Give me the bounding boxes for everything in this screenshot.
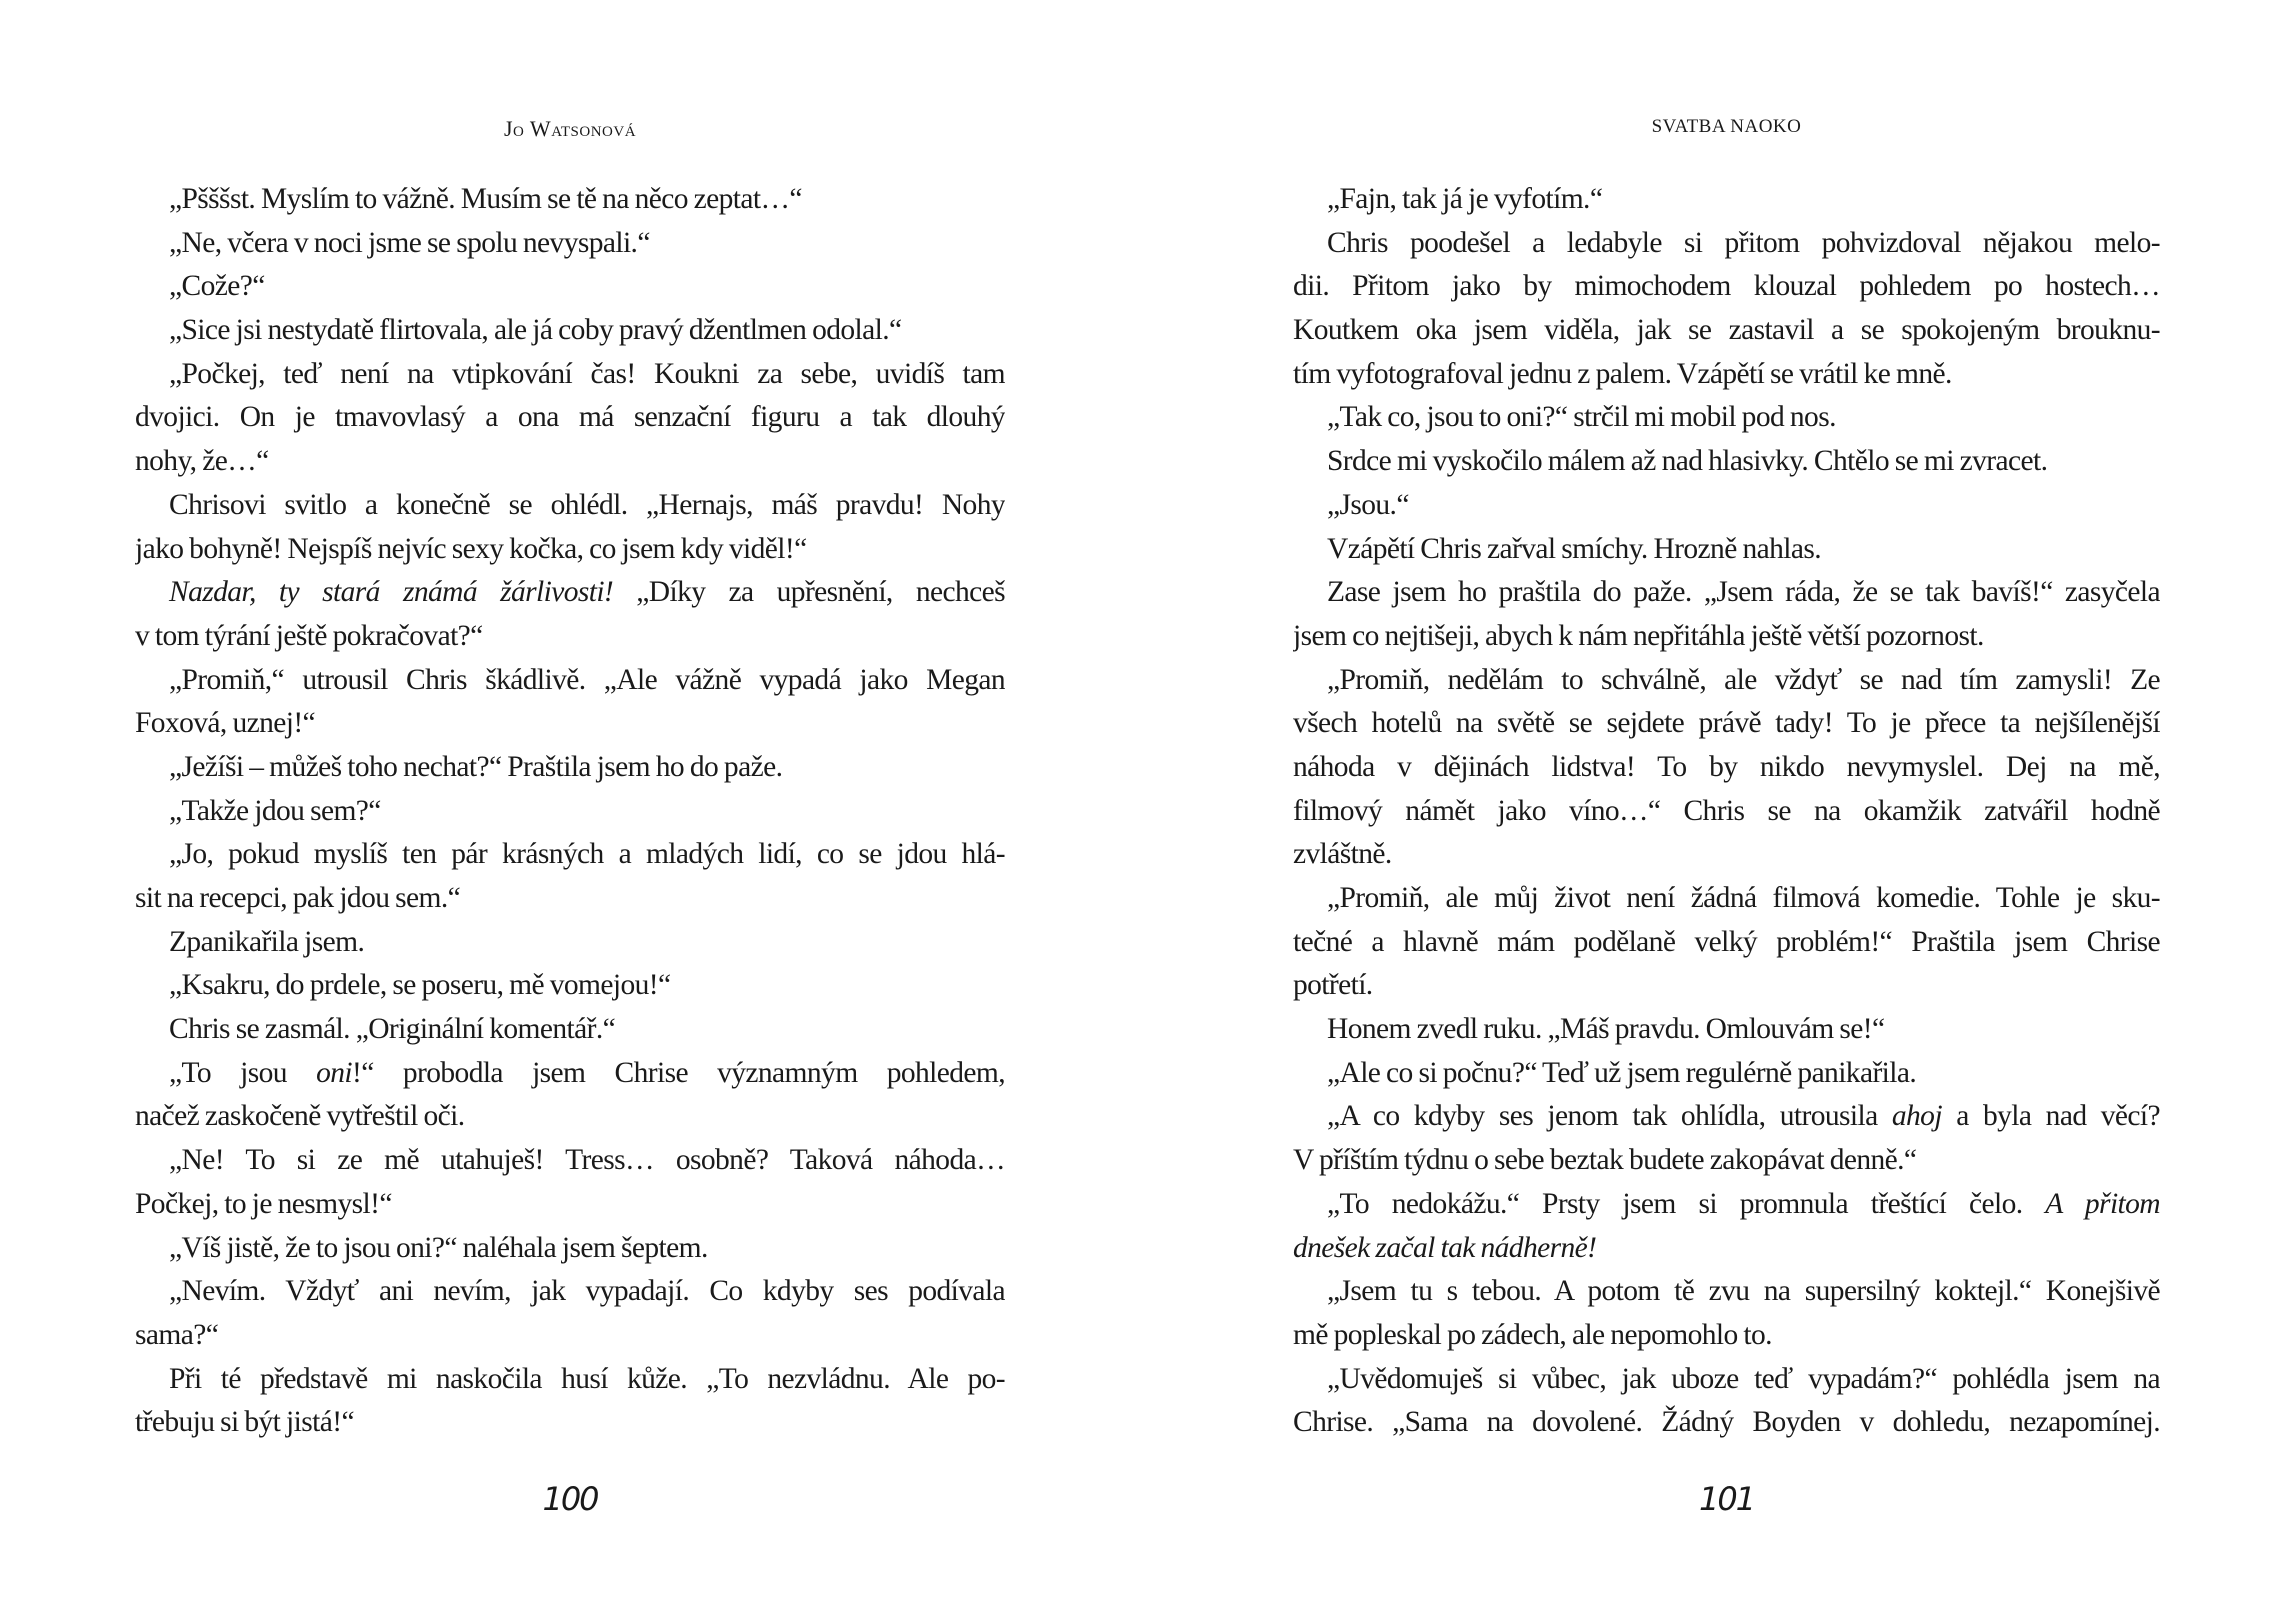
text-line: [135, 1270, 1005, 1314]
text-segment: „A co kdyby ses jenom tak ohlídla, utrousila: [1327, 1100, 1892, 1133]
running-head-title: SVATBA NAOKO: [1651, 116, 1802, 137]
text-line: [135, 1227, 1005, 1271]
text-segment: Foxová, uznej!“: [135, 707, 316, 740]
text-segment: Chrise. „Sama na dovolené. Žádný Boyden v dohledu, nezapomínej.: [1293, 1406, 2160, 1439]
text-line: [135, 396, 1005, 440]
text-segment: Chris poodešel a ledabyle si přitom pohvizdoval nějakou melo-: [1327, 226, 2160, 259]
text-segment: jako bohyně! Nejspíš nejvíc sexy kočka, co jsem kdy viděl!“: [135, 532, 807, 565]
text-segment: „Uvědomuješ si vůbec, jak uboze teď vypadám?“ pohlédla jsem na: [1327, 1362, 2160, 1395]
text-segment: V příštím týdnu o sebe beztak budete zakopávat denně.“: [1293, 1144, 1917, 1177]
text-line: [1293, 1008, 2160, 1052]
italic-text: A přitom: [2045, 1187, 2160, 1220]
text-segment: Při té představě mi naskočila husí kůže. „To nezvládnu. Ale po-: [169, 1362, 1005, 1395]
text-segment: „Ježíši – můžeš toho nechat?“ Praštila jsem ho do paže.: [169, 750, 783, 783]
italic-text: oni: [316, 1056, 352, 1089]
body-text: [135, 178, 1005, 1445]
text-line: [135, 833, 1005, 877]
text-line: [1293, 528, 2160, 572]
text-line: [1293, 702, 2160, 746]
text-line: [1293, 1270, 2160, 1314]
text-segment: sit na recepci, pak jdou sem.“: [135, 882, 461, 914]
text-line: [135, 790, 1005, 834]
text-segment: „Ksakru, do prdele, se poseru, mě vomejou!“: [169, 969, 671, 1002]
text-segment: „Cože?“: [169, 270, 265, 303]
text-segment: potřetí.: [1293, 969, 1373, 1002]
text-line: [1293, 353, 2160, 397]
text-line: [1293, 1314, 2160, 1358]
italic-text: Nazdar, ty stará známá žárlivosti!: [169, 576, 614, 609]
text-segment: „Sice jsi nestydatě flirtovala, ale já coby pravý džentlmen odolal.“: [169, 314, 902, 347]
text-line: [1293, 746, 2160, 790]
text-segment: „Ale co si počnu?“ Teď už jsem regulérně panikařila.: [1327, 1056, 1917, 1089]
text-line: [135, 702, 1005, 746]
page-number: 100: [542, 1480, 598, 1518]
text-segment: Honem zvedl ruku. „Máš pravdu. Omlouvám se!“: [1327, 1013, 1885, 1046]
text-line: [135, 964, 1005, 1008]
text-segment: „Ne! To si ze mě utahuješ! Tress… osobně? Taková náhoda…: [169, 1144, 1005, 1177]
text-line: [1293, 877, 2160, 921]
text-segment: „Jsem tu s tebou. A potom tě zvu na supersilný koktejl.“ Konejšivě: [1327, 1275, 2160, 1308]
text-segment: „Díky za upřesnění, nechceš: [613, 576, 1005, 609]
text-segment: náhoda v dějinách lidstva! To by nikdo nevymyslel. Dej na mě,: [1293, 750, 2160, 783]
text-line: [135, 222, 1005, 266]
text-segment: Vzápětí Chris zařval smíchy. Hrozně nahlas.: [1327, 532, 1822, 565]
text-segment: nohy, že…“: [135, 445, 269, 478]
text-line: [135, 440, 1005, 484]
text-line: [135, 746, 1005, 790]
text-segment: Zpanikařila jsem.: [169, 925, 365, 958]
text-segment: načež zaskočeně vytřeštil oči.: [135, 1100, 465, 1133]
text-segment: Zase jsem ho praštila do paže. „Jsem ráda, že se tak bavíš!“ zasyčela: [1327, 576, 2160, 609]
text-line: [135, 877, 1005, 921]
text-segment: „Tak co, jsou to oni?“ strčil mi mobil pod nos.: [1327, 401, 1836, 434]
text-line: [135, 1183, 1005, 1227]
text-line: [1293, 440, 2160, 484]
text-segment: „Takže jdou sem?“: [169, 794, 381, 827]
text-segment: třebuju si být jistá!“: [135, 1406, 354, 1439]
text-line: [135, 1052, 1005, 1096]
text-segment: „Promiň,“ utrousil Chris škádlivě. „Ale vážně vypadá jako Megan: [169, 663, 1005, 696]
text-segment: a byla nad věcí?: [1941, 1100, 2160, 1133]
text-line: [135, 309, 1005, 353]
text-line: [1293, 1052, 2160, 1096]
text-line: [1293, 1401, 2160, 1445]
text-segment: „Jo, pokud myslíš ten pár krásných a mladých lidí, co se jdou hlá-: [169, 838, 1005, 871]
text-line: [1293, 1227, 2160, 1271]
text-segment: dvojici. On je tmavovlasý a ona má senzační figuru a tak dlouhý: [135, 401, 1005, 434]
text-segment: tím vyfotografoval jednu z palem. Vzápětí se vrátil ke mně.: [1293, 357, 1952, 390]
page-number: 101: [1698, 1480, 1755, 1518]
text-segment: „Ne, včera v noci jsme se spolu nevyspali.“: [169, 226, 650, 259]
text-line: [1293, 615, 2160, 659]
text-segment: „To nedokážu.“ Prsty jsem si promnula třeštící čelo.: [1327, 1187, 2046, 1220]
text-segment: „Pšššst. Myslím to vážně. Musím se tě na něco zeptat…“: [169, 183, 802, 215]
text-line: [135, 178, 1005, 222]
text-line: [135, 571, 1005, 615]
text-segment: Koutkem oka jsem viděla, jak se zastavil a se spokojeným brouknu-: [1293, 314, 2160, 347]
text-line: [135, 1401, 1005, 1445]
running-head-author: Jo Watsonová: [503, 116, 637, 141]
text-segment: Počkej, to je nesmysl!“: [135, 1187, 392, 1220]
text-segment: dii. Přitom jako by mimochodem klouzal pohledem po hostech…: [1293, 270, 2160, 303]
text-segment: zvláštně.: [1293, 838, 1392, 871]
text-segment: !“ probodla jsem Chrise významným pohledem,: [352, 1056, 1005, 1089]
text-line: [1293, 1139, 2160, 1183]
body-text: [1293, 178, 2160, 1445]
text-line: [135, 615, 1005, 659]
text-line: [1293, 265, 2160, 309]
text-line: [135, 1314, 1005, 1358]
text-segment: Chrisovi svitlo a konečně se ohlédl. „Hernajs, máš pravdu! Nohy: [169, 488, 1005, 521]
text-segment: mě popleskal po zádech, ale nepomohlo to.: [1293, 1318, 1772, 1351]
text-segment: „Jsou.“: [1327, 488, 1409, 521]
text-line: [135, 1139, 1005, 1183]
text-segment: „To jsou: [169, 1056, 317, 1089]
text-segment: Chris se zasmál. „Originální komentář.“: [169, 1013, 616, 1046]
text-segment: sama?“: [135, 1318, 219, 1351]
text-line: [1293, 833, 2160, 877]
text-line: [1293, 1358, 2160, 1402]
text-line: [135, 353, 1005, 397]
text-line: [1293, 790, 2160, 834]
text-line: [135, 265, 1005, 309]
text-segment: „Víš jistě, že to jsou oni?“ naléhala jsem šeptem.: [169, 1231, 708, 1264]
text-line: [1293, 921, 2160, 965]
text-segment: jsem co nejtišeji, abych k nám nepřitáhla ještě větší pozornost.: [1293, 619, 1984, 652]
text-segment: Srdce mi vyskočilo málem až nad hlasivky. Chtělo se mi zvracet.: [1327, 445, 2048, 478]
left-page: [135, 0, 1005, 1615]
text-segment: „Promiň, ale můj život není žádná filmová komedie. Tohle je sku-: [1327, 882, 2160, 914]
text-line: [1293, 309, 2160, 353]
italic-text: ahoj: [1891, 1100, 1942, 1133]
text-line: [1293, 178, 2160, 222]
text-line: [1293, 964, 2160, 1008]
text-line: [135, 1358, 1005, 1402]
text-line: [1293, 396, 2160, 440]
text-line: [135, 1095, 1005, 1139]
text-line: [135, 528, 1005, 572]
text-line: [135, 921, 1005, 965]
text-line: [1293, 659, 2160, 703]
text-line: [135, 484, 1005, 528]
text-line: [1293, 1183, 2160, 1227]
text-line: [135, 1008, 1005, 1052]
right-page: [1293, 0, 2160, 1615]
text-line: [1293, 222, 2160, 266]
text-line: [1293, 571, 2160, 615]
text-segment: všech hotelů na světě se sejdete právě tady! To je přece ta nejšílenější: [1293, 707, 2160, 740]
text-segment: „Promiň, nedělám to schválně, ale vždyť se nad tím zamysli! Ze: [1327, 663, 2160, 696]
text-line: [1293, 484, 2160, 528]
text-segment: v tom týrání ještě pokračovat?“: [135, 619, 483, 652]
text-segment: filmový námět jako víno…“ Chris se na okamžik zatvářil hodně: [1293, 794, 2160, 827]
text-segment: „Počkej, teď není na vtipkování čas! Koukni za sebe, uvidíš tam: [169, 357, 1005, 390]
text-segment: „Fajn, tak já je vyfotím.“: [1327, 183, 1603, 215]
text-segment: tečné a hlavně mám podělaně velký problém!“ Praštila jsem Chrise: [1293, 925, 2160, 958]
text-line: [135, 659, 1005, 703]
text-line: [1293, 1095, 2160, 1139]
text-segment: „Nevím. Vždyť ani nevím, jak vypadají. Co kdyby ses podívala: [169, 1275, 1005, 1308]
italic-text: dnešek začal tak nádherně!: [1293, 1231, 1597, 1264]
